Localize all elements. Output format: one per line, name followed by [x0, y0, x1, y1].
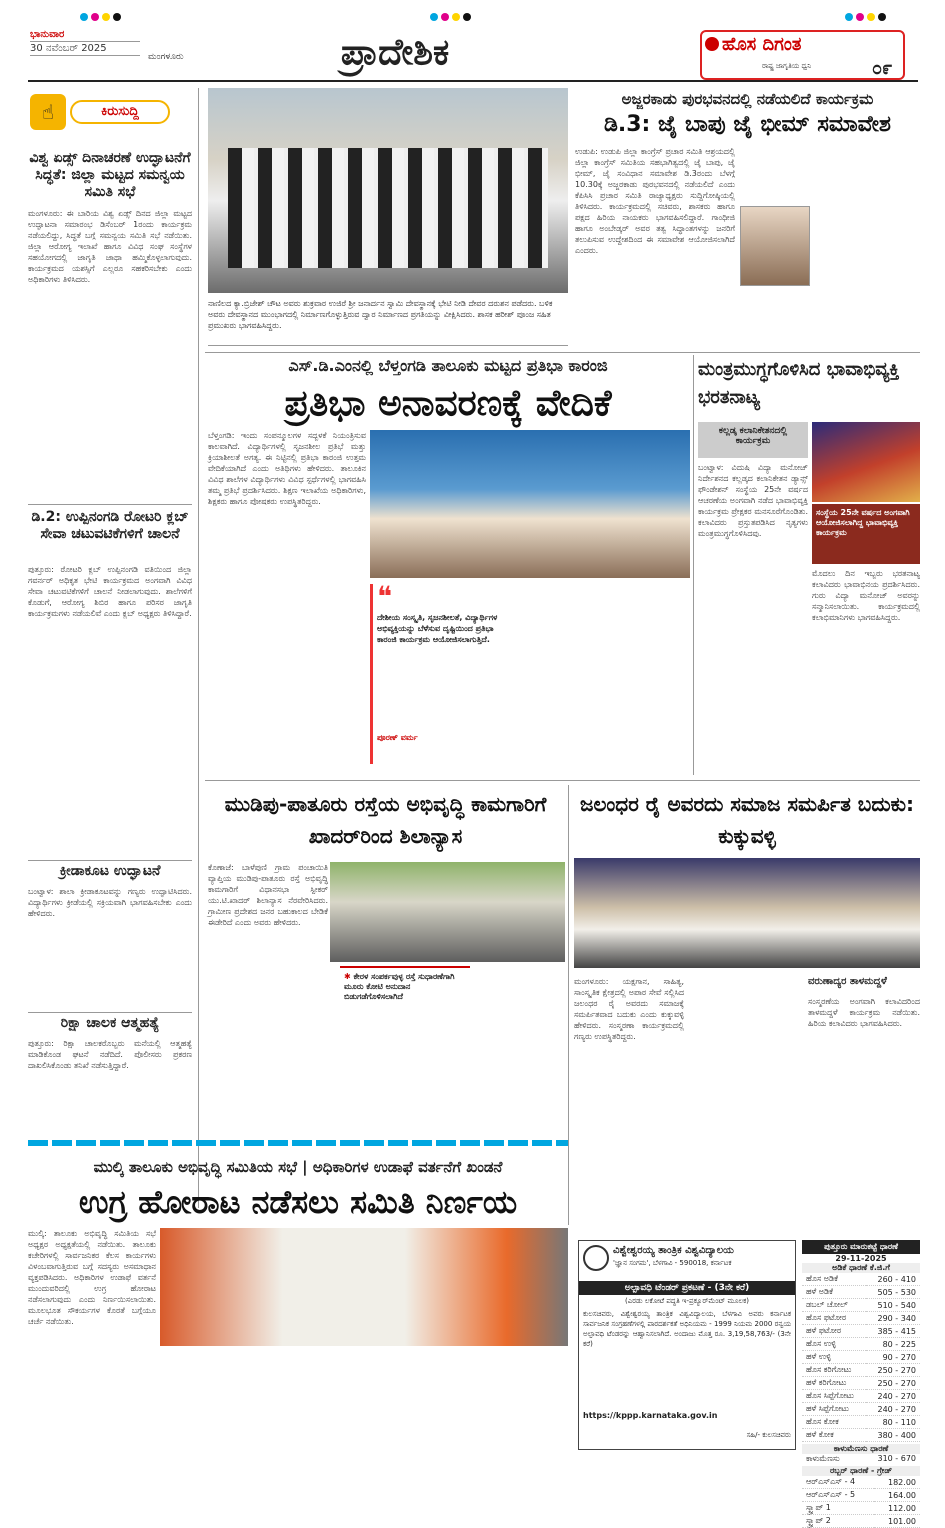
- pepper-value: 310 - 670: [877, 1454, 916, 1463]
- rate-value: 250 - 270: [866, 1377, 920, 1390]
- story6-body-cont: [160, 1350, 568, 1440]
- brief-2-body: ಪುತ್ತೂರು: ರೋಟರಿ ಕ್ಲಬ್ ಉಪ್ಪಿನಂಗಡಿ ವತಿಯಿಂದ ಜಿಲ್ಲಾ ಗವರ್ನರ್ ಅಧಿಕೃತ ಭೇಟಿ ಕಾರ್ಯಕ್ರಮದ ಅಂಗವಾಗಿ ವಿವಿಧ ಸೇವಾ ಚಟುವಟಿಕೆಗಳಿಗೆ ಚಾಲನೆ ನೀಡಲಾಗುವುದು. ಶಾಲೆಗಳಿಗೆ ಕೊಡುಗೆ, ಆರೋಗ್ಯ ಶಿಬಿರ ಹಾಗೂ ಪರಿಸರ ಜಾಗೃತಿ ಕಾರ್ಯಕ್ರಮಗಳು ನಡೆಯಲಿವೆ ಎಂದು ಕ್ಲಬ್ ಅಧ್ಯಕ್ಷರು ತಿಳಿಸಿದ್ದಾರೆ.: [28, 565, 192, 618]
- story2-quote-author: ಪೂರಣ್ ವರ್ಮ: [377, 733, 418, 742]
- rate-value: 182.00: [874, 1476, 920, 1489]
- pepper-row: [802, 1454, 920, 1464]
- story1-body-cont: [740, 146, 920, 336]
- rate-value: 290 - 340: [866, 1312, 920, 1325]
- section-title: ಪ್ರಾದೇಶಿಕ: [340, 31, 450, 73]
- rate-row: [802, 1299, 920, 1312]
- story4-callout-text: ಕೇರಳ ಸಂಪರ್ಕವುಳ್ಳ ರಸ್ತೆ ಸುಧಾರಣೆಗಾಗಿ ಮೂರು ಕೋಟಿ ಅನುದಾನ ಬಿಡುಗಡೆಗೊಳಿಸಲಾಗಿದೆ: [344, 972, 455, 1001]
- rate-row: [802, 1377, 920, 1390]
- rubber-table: [802, 1476, 920, 1528]
- kirusuddi-badge: [28, 92, 173, 132]
- paper-name: ಹೊಸ ದಿಗಂತ: [722, 34, 802, 55]
- rate-value: 101.00: [874, 1515, 920, 1528]
- tender-ad: [578, 1240, 796, 1450]
- pepper-name: ಕಾಳುಮೆಣಸು: [806, 1454, 840, 1463]
- registration-dots-top-center: [430, 6, 474, 14]
- rate-name: ಹೊಸ ಕೋಕ: [802, 1416, 866, 1429]
- registration-dots-top-left: [80, 6, 124, 14]
- group-of-people-image: [228, 148, 548, 268]
- paper-logo: [700, 30, 905, 80]
- rule-2: [205, 352, 920, 353]
- rates-title: ಪುತ್ತೂರು ಮಾರುಕಟ್ಟೆ ಧಾರಣೆ: [802, 1240, 920, 1254]
- city-label: ಮಂಗಳೂರು: [148, 52, 184, 62]
- ad-subtitle: (ಎರಡು ಲಕೋಟೆ ಪದ್ಧತಿ ಇ-ಪ್ರಕ್ಯೂರ್‌ಮೆಂಟ್ ಮೂಲಕ): [625, 1297, 749, 1305]
- rate-name: ಹಳೆ ಕರಿಗೋಟು: [802, 1377, 866, 1390]
- rate-value: 164.00: [874, 1489, 920, 1502]
- quote-mark-icon: ❝: [377, 580, 393, 613]
- rate-row: [802, 1312, 920, 1325]
- rates-unit: ಅಡಿಕೆ ಧಾರಣೆ ಕೆ.ಜಿ.ಗೆ: [802, 1263, 920, 1273]
- rates-table: [802, 1273, 920, 1442]
- university-emblem-icon: [583, 1245, 609, 1271]
- rate-row: [802, 1515, 920, 1528]
- rate-row: [802, 1502, 920, 1515]
- story1-portrait: [740, 206, 810, 286]
- market-rates: [802, 1240, 920, 1526]
- rate-value: 240 - 270: [866, 1390, 920, 1403]
- brief-1-head: ವಿಶ್ವ ಏಡ್ಸ್ ದಿನಾಚರಣೆ ಉದ್ಘಾಟನೆಗೆ ಸಿದ್ಧತೆ: ಜಿಲ್ಲಾ ಮಟ್ಟದ ಸಮನ್ವಯ ಸಮಿತಿ ಸಭೆ: [29, 150, 191, 200]
- story3-photo-caption: ಸಂಸ್ಥೆಯ 25ನೇ ವರ್ಷದ ಅಂಗವಾಗಿ ಆಯೋಜಿಸಲಾಗಿದ್ದ ಭಾವಾಭಿವ್ಯಕ್ತಿ ಕಾರ್ಯಕ್ರಮ: [812, 504, 920, 564]
- story2-quote: ದೇಶೀಯ ಸಂಸ್ಕೃತಿ, ಸೃಜನಶೀಲತೆ, ವಿದ್ಯಾರ್ಥಿಗಳ ಅಭಿವ್ಯಕ್ತಿಯನ್ನು ಬೆಳೆಸುವ ದೃಷ್ಟಿಯಿಂದ ಪ್ರತಿಭಾ ಕಾರಂಜಿ ಕಾರ್ಯಕ್ರಮ ಆಯೋಜಿಸಲಾಗುತ್ತಿದೆ.: [377, 613, 498, 644]
- megaphone-icon: ☝: [30, 94, 66, 130]
- rate-name: ಆರ್‌ಎಸ್‌ಎಸ್ - 4: [802, 1476, 874, 1489]
- story6-photo: [160, 1228, 568, 1346]
- rate-value: 250 - 270: [866, 1364, 920, 1377]
- column-rule-left: [198, 88, 199, 1208]
- rate-row: [802, 1273, 920, 1286]
- story5-body: ಮಂಗಳೂರು: ಯಕ್ಷಗಾನ, ಸಾಹಿತ್ಯ, ಸಾಂಸ್ಕೃತಿಕ ಕ್ಷೇತ್ರದಲ್ಲಿ ಅಪಾರ ಸೇವೆ ಸಲ್ಲಿಸಿದ ಜಲಂಧರ ರೈ ಅವರದು ಸಮಾಜಕ್ಕೆ ಸಮರ್ಪಿತವಾದ ಬದುಕು ಎಂದು ಕುಕ್ಕುವಳ್ಳಿ ಹೇಳಿದರು. ಸಂಸ್ಮರಣಾ ಕಾರ್ಯಕ್ರಮದಲ್ಲಿ ಗಣ್ಯರು ಉಪಸ್ಥಿತರಿದ್ದರು.: [574, 977, 684, 1041]
- rates-date: 29-11-2025: [835, 1254, 887, 1263]
- story4-body: ಕೊಣಾಜೆ: ಬಾಳೆಪುಣಿ ಗ್ರಾಮ ಪಂಚಾಯಿತಿ ವ್ಯಾಪ್ತಿಯ ಮುಡಿಪು-ಪಾತೂರು ರಸ್ತೆ ಅಭಿವೃದ್ಧಿ ಕಾಮಗಾರಿಗೆ ವಿಧಾನಸಭಾ ಸ್ಪೀಕರ್ ಯು.ಟಿ.ಖಾದರ್ ಶಿಲಾನ್ಯಾಸ ನೆರವೇರಿಸಿದರು. ಗ್ರಾಮೀಣ ಪ್ರದೇಶದ ಜನರ ಬಹುಕಾಲದ ಬೇಡಿಕೆ ಈಡೇರಿದೆ ಎಂದು ಅವರು ಹೇಳಿದರು.: [208, 863, 328, 927]
- story1-kicker: ಅಜ್ಜರಕಾಡು ಪುರಭವನದಲ್ಲಿ ನಡೆಯಲಿದೆ ಕಾರ್ಯಕ್ರಮ: [621, 90, 874, 108]
- rate-name: ಹಳೆ ಫಟೋರ: [802, 1325, 866, 1338]
- logo-emblem-icon: [705, 37, 719, 51]
- rate-name: ಹೊಸ ಫಟೋರ: [802, 1312, 866, 1325]
- brief-3-head: ಕ್ರೀಡಾಕೂಟ ಉದ್ಘಾಟನೆ: [28, 860, 192, 882]
- date-label: 30 ನವೆಂಬರ್ 2025: [30, 42, 140, 56]
- story5-subhead: ವರುಣಾದ್ಯರ ತಾಳಮದ್ದಳೆ: [808, 976, 887, 987]
- rate-row: [802, 1390, 920, 1403]
- story2-photo: [370, 430, 690, 578]
- rate-row: [802, 1364, 920, 1377]
- briefs-column: [28, 150, 192, 1210]
- rate-row: [802, 1429, 920, 1442]
- story2-body-cont: [520, 584, 688, 774]
- story5-body2: ಸಂಸ್ಮರಣೆಯ ಅಂಗವಾಗಿ ಕಲಾವಿದರಿಂದ ತಾಳಮದ್ದಳೆ ಕಾರ್ಯಕ್ರಮ ನಡೆಯಿತು. ಹಿರಿಯ ಕಲಾವಿದರು ಭಾಗವಹಿಸಿದರು.: [808, 997, 920, 1028]
- paper-tagline: ರಾಷ್ಟ್ರ ಜಾಗೃತಿಯ ಧ್ವನಿ: [762, 62, 812, 70]
- rate-value: 380 - 400: [866, 1429, 920, 1442]
- story4-body-cont: [475, 966, 565, 1146]
- header-rule: [28, 80, 918, 82]
- story5-body-cont: [690, 976, 800, 1226]
- rate-value: 505 - 530: [866, 1286, 920, 1299]
- top-photo-caption: ನಾಣಿಲದ ಕ್ಯಾ.ಬ್ರಿಜೇಶ್ ಚೌಟ ಅವರು ಶುಕ್ರವಾರ ಉಜಿರೆ ಶ್ರೀ ಜನಾರ್ದನ ಸ್ವಾಮಿ ದೇವಸ್ಥಾನಕ್ಕೆ ಭೇಟಿ ನೀಡಿ ದೇವರ ದರುಶನ ಪಡೆದರು. ಬಳಿಕ ಅವರು ದೇವಸ್ಥಾನದ ಮುಂಭಾಗದಲ್ಲಿ ನಿರ್ಮಾಣಗೊಳ್ಳುತ್ತಿರುವ ದ್ವಾರ ನಿರ್ಮಾಣದ ಪ್ರಗತಿಯನ್ನು ವೀಕ್ಷಿಸಿದರು. ಶಾಸಕ ಹರೀಶ್ ಪೂಂಜ ಸಹಿತ ಪ್ರಮುಖರು ಭಾಗವಹಿಸಿದ್ದರು.: [208, 298, 568, 346]
- story2-headline: ಪ್ರತಿಭಾ ಅನಾವರಣಕ್ಕೆ ವೇದಿಕೆ: [284, 383, 612, 424]
- ad-body: ಕುಲಸಚಿವರು, ವಿಶ್ವೇಶ್ವರಯ್ಯ ತಾಂತ್ರಿಕ ವಿಶ್ವವಿದ್ಯಾಲಯ, ಬೆಳಗಾವಿ ಅವರು ಕರ್ನಾಟಕ ಸಾರ್ವಜನಿಕ ಸಂಗ್ರಹಣೆಗಳಲ್ಲಿ ಪಾರದರ್ಶಕತೆ ಅಧಿನಿಯಮ - 1999 ನಿಯಮ 2000 ರನ್ವಯ ಅಲ್ಪಾವಧಿ ಟೆಂಡರನ್ನು ಆಹ್ವಾನಿಸಲಾಗಿದೆ. ಅಂದಾಜು ಮೊತ್ತ ರೂ. 3,19,58,763/- (3ನೇ ಕರೆ): [583, 1310, 791, 1348]
- rate-row: [802, 1338, 920, 1351]
- pepper-title: ಕಾಳುಮೆಣಸು ಧಾರಣೆ: [802, 1444, 920, 1454]
- rate-name: ಡಬಲ್ ಚೋಲ್: [802, 1299, 866, 1312]
- story5-headline: ಜಲಂಧರ ರೈ ಅವರದು ಸಮಾಜ ಸಮರ್ಪಿತ ಬದುಕು: ಕುಕ್ಕುವಳ್ಳಿ: [580, 792, 914, 848]
- brief-4-body: ಪುತ್ತೂರು: ರಿಕ್ಷಾ ಚಾಲಕರೊಬ್ಬರು ಮನೆಯಲ್ಲಿ ಆತ್ಮಹತ್ಯೆ ಮಾಡಿಕೊಂಡ ಘಟನೆ ನಡೆದಿದೆ. ಪೊಲೀಸರು ಪ್ರಕರಣ ದಾಖಲಿಸಿಕೊಂಡು ತನಿಖೆ ನಡೆಸುತ್ತಿದ್ದಾರೆ.: [28, 1039, 192, 1070]
- story5-photo: [574, 858, 920, 968]
- rate-name: ಹಳೆ ಉಳ್ಳಿ: [802, 1351, 866, 1364]
- brief-4-head: ರಿಕ್ಷಾ ಚಾಲಕ ಆತ್ಮಹತ್ಯೆ: [28, 1012, 192, 1034]
- rate-name: ಹೊಸ ಅಡಿಕೆ: [802, 1273, 866, 1286]
- rubber-title: ರಬ್ಬರ್ ಧಾರಣೆ - ಗ್ರೇಡ್: [802, 1466, 920, 1476]
- rate-row: [802, 1476, 920, 1489]
- rate-name: ಸ್ಕ್ರ್ಯಾಪ್ 1: [802, 1502, 874, 1515]
- callout-star-icon: ✱: [344, 972, 354, 981]
- rate-name: ಹೊಸ ಸಿಪ್ಪೆಗೋಟು: [802, 1390, 866, 1403]
- rate-value: 112.00: [874, 1502, 920, 1515]
- ad-website[interactable]: https://kppp.karnataka.gov.in: [583, 1411, 718, 1420]
- story4-photo: [330, 862, 565, 962]
- rate-name: ಆರ್‌ಎಸ್‌ಎಸ್ - 5: [802, 1489, 874, 1502]
- brief-1-body: ಮಂಗಳೂರು: ಈ ಬಾರಿಯ ವಿಶ್ವ ಏಡ್ಸ್ ದಿನದ ಜಿಲ್ಲಾ ಮಟ್ಟದ ಉದ್ಘಾಟನಾ ಸಮಾರಂಭ ಡಿಸೆಂಬರ್ 1ರಂದು ಕಾರ್ಯಕ್ರಮ ನಡೆಯಲಿದ್ದು, ಸಿದ್ಧತೆ ಬಗ್ಗೆ ಸಮನ್ವಯ ಸಮಿತಿ ಸಭೆ ನಡೆಯಿತು. ಜಿಲ್ಲಾ ಆರೋಗ್ಯ ಇಲಾಖೆ ಹಾಗೂ ವಿವಿಧ ಸಂಘ ಸಂಸ್ಥೆಗಳ ಸಹಯೋಗದಲ್ಲಿ ಜಾಗೃತಿ ಜಾಥಾ ಹಮ್ಮಿಕೊಳ್ಳಲಾಗುವುದು. ಕಾರ್ಯಕ್ರಮದ ಯಶಸ್ಸಿಗೆ ಎಲ್ಲರೂ ಸಹಕರಿಸಬೇಕು ಎಂದು ಅಧಿಕಾರಿಗಳು ತಿಳಿಸಿದರು.: [28, 209, 192, 284]
- brief-3-body: ಬಂಟ್ವಾಳ: ಶಾಲಾ ಕ್ರೀಡಾಕೂಟವನ್ನು ಗಣ್ಯರು ಉದ್ಘಾಟಿಸಿದರು. ವಿದ್ಯಾರ್ಥಿಗಳು ಕ್ರೀಡೆಯಲ್ಲಿ ಸಕ್ರಿಯವಾಗಿ ಭಾಗವಹಿಸಬೇಕು ಎಂದು ಹೇಳಿದರು.: [28, 887, 192, 918]
- brief-2-head: ಡಿ.2: ಉಪ್ಪಿನಂಗಡಿ ರೋಟರಿ ಕ್ಲಬ್ ಸೇವಾ ಚಟುವಟಿಕೆಗಳಿಗೆ ಚಾಲನೆ: [28, 504, 192, 560]
- rate-name: ಹಳೆ ಕೋಕ: [802, 1429, 866, 1442]
- story3-body2: ಮೊದಲು ದಿನ ಇಬ್ಬರು ಭರತನಾಟ್ಯ ಕಲಾವಿದರು ಭಾವಾಭಿನಯ ಪ್ರದರ್ಶಿಸಿದರು. ಗುರು ವಿದ್ಯಾ ಮನೋಜ್ ಅವರನ್ನು ಸನ್ಮಾನಿಸಲಾಯಿತು. ಕಾರ್ಯಕ್ರಮದಲ್ಲಿ ಕಲಾಭಿಮಾನಿಗಳು ಭಾಗವಹಿಸಿದ್ದರು.: [812, 569, 920, 622]
- column-rule-mid: [693, 355, 694, 775]
- story1-headline: ಡಿ.3: ಜೈ ಬಾಪು ಜೈ ಭೀಮ್ ಸಮಾವೇಶ: [604, 112, 891, 137]
- story3-sub: ಕಲ್ಲಡ್ಕ ಕಲಾನಿಕೇತನದಲ್ಲಿ ಕಾರ್ಯಕ್ರಮ: [698, 422, 808, 458]
- rate-row: [802, 1416, 920, 1429]
- ad-address: 'ಜ್ಞಾನ ಸಂಗಮ', ಬೆಳಗಾವಿ - 590018, ಕರ್ನಾಟಕ: [613, 1259, 732, 1267]
- rate-row: [802, 1351, 920, 1364]
- masthead-date: [30, 28, 140, 66]
- rate-name: ಹೊಸ ಕರಿಗೋಟು: [802, 1364, 866, 1377]
- rate-row: [802, 1286, 920, 1299]
- story3-headline: ಮಂತ್ರಮುಗ್ಧಗೊಳಿಸಿದ ಭಾವಾಭಿವ್ಯಕ್ತಿ ಭರತನಾಟ್ಯ: [698, 359, 900, 408]
- page-number: ೦೯: [872, 58, 893, 79]
- rate-name: ಹಳೆ ಸಿಪ್ಪೆಗೋಟು: [802, 1403, 866, 1416]
- kirusuddi-label: ಕಿರುಸುದ್ದಿ: [70, 100, 170, 124]
- story6-kicker: ಮುಲ್ಕಿ ತಾಲೂಕು ಅಭಿವೃದ್ಧಿ ಸಮಿತಿಯ ಸಭೆ | ಅಧಿಕಾರಿಗಳ ಉಡಾಫೆ ವರ್ತನೆಗೆ ಖಂಡನೆ: [93, 1158, 503, 1176]
- rate-value: 385 - 415: [866, 1325, 920, 1338]
- ad-university: ವಿಶ್ವೇಶ್ವರಯ್ಯ ತಾಂತ್ರಿಕ ವಿಶ್ವವಿದ್ಯಾಲಯ: [613, 1245, 734, 1256]
- rate-row: [802, 1489, 920, 1502]
- rate-name: ಹಳೆ ಅಡಿಕೆ: [802, 1286, 866, 1299]
- story4-callout: [340, 966, 470, 1036]
- rate-row: [802, 1325, 920, 1338]
- column-rule-mid2: [568, 785, 569, 1225]
- registration-dots-top-right: [845, 6, 889, 14]
- ad-signature: ಸಹಿ/- ಕುಲಸಚಿವರು: [746, 1431, 791, 1439]
- rule-3: [205, 780, 920, 781]
- top-photo: [208, 88, 568, 293]
- story6-headline: ಉಗ್ರ ಹೋರಾಟ ನಡೆಸಲು ಸಮಿತಿ ನಿರ್ಣಯ: [78, 1183, 518, 1221]
- rate-value: 90 - 270: [866, 1351, 920, 1364]
- story3-body: ಬಂಟ್ವಾಳ: ವಿದುಷಿ ವಿದ್ಯಾ ಮನೋಜ್ ನಿರ್ದೇಶನದ ಕಲ್ಲಡ್ಕದ ಕಲಾನಿಕೇತನ ಡ್ಯಾನ್ಸ್ ಫೌಂಡೇಶನ್ ಸಂಸ್ಥೆಯ 25ನೇ ವರ್ಷದ ಆಚರಣೆಯ ಅಂಗವಾಗಿ ನಡೆದ ಭಾವಾಭಿವ್ಯಕ್ತಿ ಕಾರ್ಯಕ್ರಮ ಪ್ರೇಕ್ಷಕರ ಮನಸೂರೆಗೊಂಡಿತು. ಕಲಾವಿದರು ಪ್ರಸ್ತುತಪಡಿಸಿದ ನೃತ್ಯಗಳು ಮಂತ್ರಮುಗ್ಧಗೊಳಿಸಿದವು.: [698, 463, 808, 538]
- story2-quote-box: [370, 580, 515, 764]
- story3-dancer-photo: [812, 422, 920, 502]
- story2-kicker: ಎಸ್.ಡಿ.ಎಂನಲ್ಲಿ ಬೆಳ್ತಂಗಡಿ ತಾಲೂಕು ಮಟ್ಟದ ಪ್ರತಿಭಾ ಕಾರಂಜಿ: [288, 356, 608, 375]
- story4-headline: ಮುಡಿಪು-ಪಾತೂರು ರಸ್ತೆಯ ಅಭಿವೃದ್ಧಿ ಕಾಮಗಾರಿಗೆ ಖಾದರ್‌ರಿಂದ ಶಿಲಾನ್ಯಾಸ: [224, 792, 547, 848]
- rate-name: ಹೊಸ ಉಳ್ಳಿ: [802, 1338, 866, 1351]
- rate-row: [802, 1403, 920, 1416]
- rate-value: 510 - 540: [866, 1299, 920, 1312]
- story1-body: ಉಡುಪಿ: ಉಡುಪಿ ಜಿಲ್ಲಾ ಕಾಂಗ್ರೆಸ್ ಪ್ರಚಾರ ಸಮಿತಿ ಆಶ್ರಯದಲ್ಲಿ ಜಿಲ್ಲಾ ಕಾಂಗ್ರೆಸ್ ಸಮಿತಿಯ ಸಹಭಾಗಿತ್ವದಲ್ಲಿ ಜೈ ಬಾಪು, ಜೈ ಭೀಮ್, ಜೈ ಸಂವಿಧಾನ ಸಮಾವೇಶ ಡಿ.3ರಂದು ಬೆಳಗ್ಗೆ 10.30ಕ್ಕೆ ಅಜ್ಜರಕಾಡು ಪುರಭವನದಲ್ಲಿ ನಡೆಯಲಿದೆ ಎಂದು ಕೆಪಿಸಿಸಿ ಪ್ರಚಾರ ಸಮಿತಿ ರಾಜ್ಯಾಧ್ಯಕ್ಷರು ಸುದ್ದಿಗೋಷ್ಠಿಯಲ್ಲಿ ತಿಳಿಸಿದರು. ಕಾರ್ಯಕ್ರಮದಲ್ಲಿ ಸಚಿವರು, ಶಾಸಕರು ಹಾಗೂ ಪಕ್ಷದ ಹಿರಿಯ ನಾಯಕರು ಭಾಗವಹಿಸಲಿದ್ದಾರೆ. ಗಾಂಧೀಜಿ ಹಾಗೂ ಅಂಬೇಡ್ಕರ್ ಅವರ ತತ್ವ ಸಿದ್ಧಾಂತಗಳನ್ನು ಜನರಿಗೆ ತಲುಪಿಸುವ ಉದ್ದೇಶದಿಂದ ಈ ಸಮಾವೇಶ ಆಯೋಜಿಸಲಾಗಿದೆ ಎಂದರು.: [575, 147, 735, 255]
- decor-strip: [28, 1140, 568, 1146]
- rate-value: 240 - 270: [866, 1403, 920, 1416]
- day-label: ಭಾನುವಾರ: [30, 28, 140, 42]
- ad-title: ಅಲ್ಪಾವಧಿ ಟೆಂಡರ್ ಪ್ರಕಟಣೆ - (3ನೇ ಕರೆ): [579, 1281, 795, 1295]
- rate-name: ಸ್ಕ್ರ್ಯಾಪ್ 2: [802, 1515, 874, 1528]
- rate-value: 80 - 225: [866, 1338, 920, 1351]
- story2-body: ಬೆಳ್ತಂಗಡಿ: ಇಂದು ಸಂಪನ್ಮೂಲಗಳ ಸದ್ಬಳಕೆ ನಿಯಂತ್ರಿಸುವ ಕಾಲವಾಗಿದೆ. ವಿದ್ಯಾರ್ಥಿಗಳಲ್ಲಿ ಸೃಜನಶೀಲ ಪ್ರತಿಭೆ ಮತ್ತು ಕ್ರಿಯಾಶೀಲತೆ ಅಗತ್ಯ. ಈ ನಿಟ್ಟಿನಲ್ಲಿ ಪ್ರತಿಭಾ ಕಾರಂಜಿ ಉತ್ತಮ ವೇದಿಕೆಯಾಗಿದೆ ಎಂದು ಅತಿಥಿಗಳು ಹೇಳಿದರು. ತಾಲೂಕಿನ ವಿವಿಧ ಶಾಲೆಗಳ ವಿದ್ಯಾರ್ಥಿಗಳು ವಿವಿಧ ಸ್ಪರ್ಧೆಗಳಲ್ಲಿ ಭಾಗವಹಿಸಿ ತಮ್ಮ ಪ್ರತಿಭೆ ಪ್ರದರ್ಶಿಸಿದರು. ಶಿಕ್ಷಣ ಇಲಾಖೆಯ ಅಧಿಕಾರಿಗಳು, ಶಿಕ್ಷಕರು ಹಾಗೂ ಪೋಷಕರು ಉಪಸ್ಥಿತರಿದ್ದರು.: [208, 431, 366, 506]
- rate-value: 80 - 110: [866, 1416, 920, 1429]
- story6-body: ಮುಲ್ಕಿ: ತಾಲೂಕು ಅಭಿವೃದ್ಧಿ ಸಮಿತಿಯ ಸಭೆ ಅಧ್ಯಕ್ಷರ ಅಧ್ಯಕ್ಷತೆಯಲ್ಲಿ ನಡೆಯಿತು. ತಾಲೂಕು ಕಚೇರಿಗಳಲ್ಲಿ ಸಾರ್ವಜನಿಕರ ಕೆಲಸ ಕಾರ್ಯಗಳು ವಿಳಂಬವಾಗುತ್ತಿರುವ ಬಗ್ಗೆ ಸದಸ್ಯರು ಅಸಮಾಧಾನ ವ್ಯಕ್ತಪಡಿಸಿದರು. ಅಧಿಕಾರಿಗಳ ಉಡಾಫೆ ವರ್ತನೆ ಮುಂದುವರಿದಲ್ಲಿ ಉಗ್ರ ಹೋರಾಟ ನಡೆಸಲಾಗುವುದು ಎಂದು ನಿರ್ಣಯಿಸಲಾಯಿತು. ಮೂಲಭೂತ ಸೌಕರ್ಯಗಳ ಕೊರತೆ ಬಗ್ಗೆಯೂ ಚರ್ಚೆ ನಡೆಯಿತು.: [28, 1229, 156, 1326]
- rate-value: 260 - 410: [866, 1273, 920, 1286]
